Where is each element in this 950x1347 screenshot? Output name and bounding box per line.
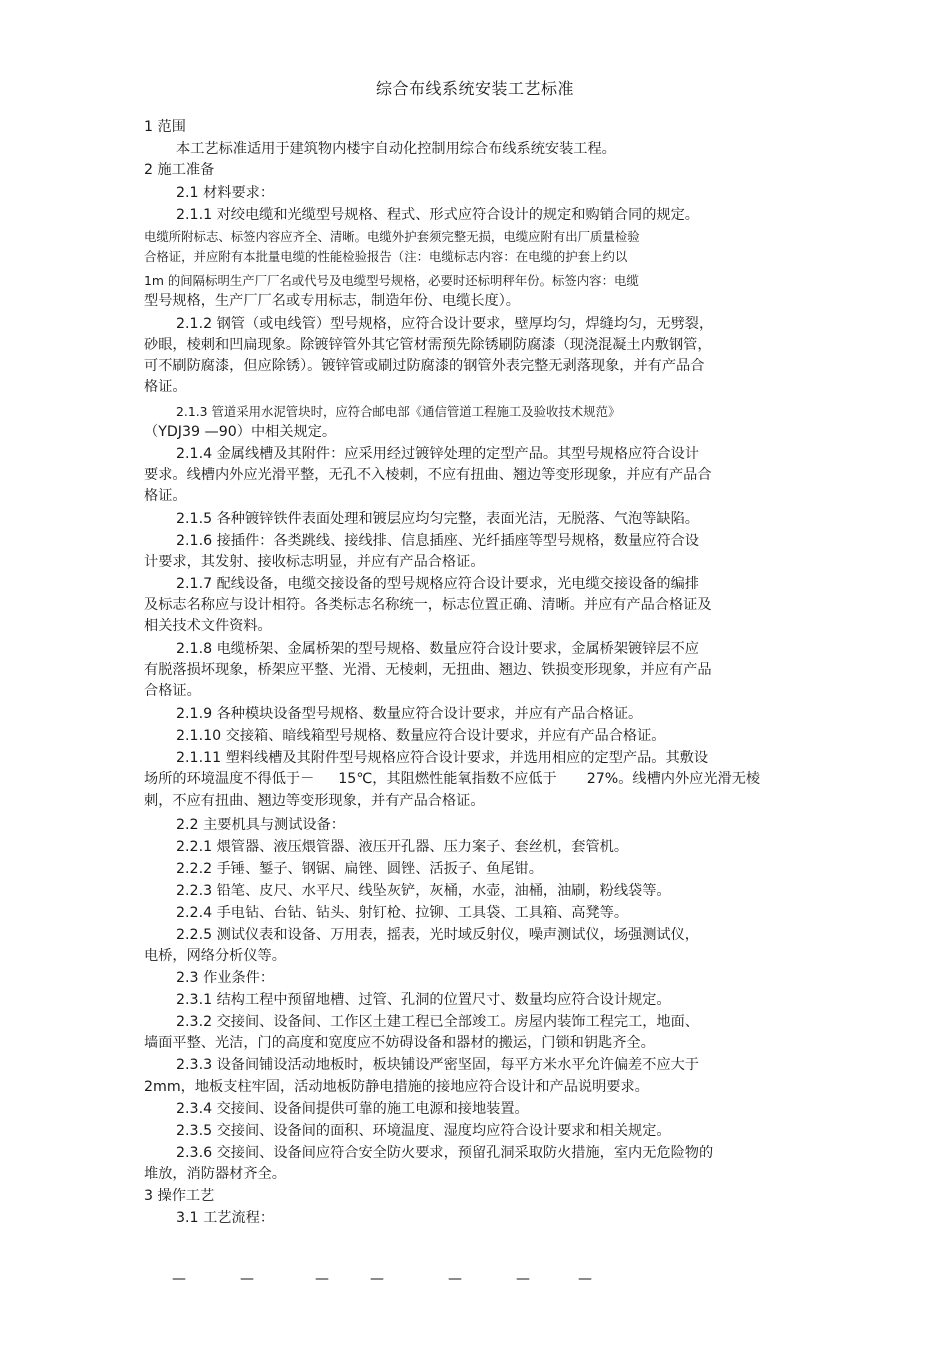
- paragraph-line: 2.1.10 交接箱、暗线箱型号规格、数量应符合设计要求，并应有产品合格证。: [176, 728, 666, 744]
- paragraph-line: 2mm，地板支柱牢固，活动地板防静电措施的接地应符合设计和产品说明要求。: [144, 1079, 649, 1095]
- paragraph-line: [144, 770, 760, 788]
- paragraph-line: 2.1.11 塑料线槽及其附件型号规格应符合设计要求，并选用相应的定型产品。其敷设: [176, 750, 709, 766]
- paragraph-line: 2.3.4 交接间、设备间提供可靠的施工电源和接地装置。: [176, 1101, 529, 1117]
- paragraph-line: 格证。: [144, 379, 187, 395]
- flow-dash: —: [516, 1271, 530, 1287]
- paragraph-line: 合格证。: [144, 683, 201, 699]
- flow-dash: —: [172, 1271, 186, 1287]
- paragraph-line: 2.2.1 煨管器、液压煨管器、液压开孔器、压力案子、套丝机，套管机。: [176, 839, 629, 855]
- section-heading: 1 范围: [144, 119, 186, 135]
- paragraph-line: 2.3.1 结构工程中预留地槽、过管、孔洞的位置尺寸、数量均应符合设计规定。: [176, 992, 671, 1008]
- flow-dash: —: [370, 1271, 384, 1287]
- paragraph-line: 2.1.7 配线设备，电缆交接设备的型号规格应符合设计要求，光电缆交接设备的编排: [176, 576, 699, 592]
- flow-dash: —: [315, 1271, 329, 1287]
- paragraph-line: 及标志名称应与设计相符。各类标志名称统一，标志位置正确、清晰。并应有产品合格证及: [144, 597, 712, 613]
- paragraph-line: 要求。线槽内外应光滑平整，无孔不入棱刺，不应有扭曲、翘边等变形现象，并应有产品合: [144, 467, 712, 483]
- subsection-heading: 2.1 材料要求：: [176, 185, 275, 201]
- paragraph-line: 堆放，消防器材齐全。: [144, 1166, 286, 1182]
- text-fragment: 15℃，其阻燃性能氧指数不应低于: [338, 771, 557, 787]
- paragraph-line: 1m 的间隔标明生产厂厂名或代号及电缆型号规格，必要时还标明秤年份。标签内容：电缆: [144, 273, 639, 288]
- paragraph-line: 2.3.3 设备间铺设活动地板时，板块铺设严密坚固，每平方米水平允许偏差不应大于: [176, 1057, 699, 1073]
- paragraph-line: 2.2.2 手锤、錾子、钢锯、扁锉、圆锉、活扳子、鱼尾钳。: [176, 861, 543, 877]
- paragraph-line: （YDJ39 —90）中相关规定。: [144, 424, 337, 440]
- paragraph-line: 计要求，其发射、接收标志明显，并应有产品合格证。: [144, 554, 485, 570]
- paragraph-line: 电桥，网络分析仪等。: [144, 948, 286, 964]
- paragraph-line: 2.1.9 各种模块设备型号规格、数量应符合设计要求，并应有产品合格证。: [176, 706, 643, 722]
- paragraph-line: 2.1.3 管道采用水泥管块时，应符合邮电部《通信管道工程施工及验收技术规范》: [176, 404, 621, 419]
- paragraph-line: 2.2.5 测试仪表和设备、万用表，摇表，光时域反射仪，噪声测试仪，场强测试仪，: [176, 927, 699, 943]
- paragraph-line: 格证。: [144, 488, 187, 504]
- paragraph-line: 2.1.1 对绞电缆和光缆型号规格、程式、形式应符合设计的规定和购销合同的规定。: [176, 207, 699, 223]
- paragraph-line: 电缆所附标志、标签内容应齐全、清晰。电缆外护套须完整无损，电缆应附有出厂质量检验: [144, 229, 640, 244]
- flow-dash: —: [240, 1271, 254, 1287]
- paragraph-line: 2.1.8 电缆桥架、金属桥架的型号规格、数量应符合设计要求，金属桥架镀锌层不应: [176, 641, 699, 657]
- paragraph-line: 2.1.6 接插件：各类跳线、接线排、信息插座、光纤插座等型号规格，数量应符合设: [176, 533, 699, 549]
- paragraph-line: 2.2.3 铅笔、皮尺、水平尺、线坠灰铲，灰桶，水壶，油桶，油刷，粉线袋等。: [176, 883, 671, 899]
- subsection-heading: 3.1 工艺流程：: [176, 1210, 275, 1226]
- section-heading: 2 施工准备: [144, 162, 215, 178]
- paragraph-line: 相关技术文件资料。: [144, 618, 272, 634]
- document-title: 综合布线系统安装工艺标准: [375, 79, 574, 98]
- paragraph-line: 本工艺标准适用于建筑物内楼宇自动化控制用综合布线系统安装工程。: [176, 141, 616, 157]
- text-fragment: 27%。线槽内外应光滑无棱: [586, 771, 761, 787]
- paragraph-line: 2.1.4 金属线槽及其附件：应采用经过镀锌处理的定型产品。其型号规格应符合设计: [176, 446, 699, 462]
- text-fragment: 场所的环境温度不得低于－: [144, 771, 315, 787]
- paragraph-line: 2.1.2 钢管（或电线管）型号规格，应符合设计要求，壁厚均匀，焊缝均匀，无劈裂，: [176, 316, 714, 332]
- flow-dash: —: [578, 1271, 592, 1287]
- paragraph-line: 刺，不应有扭曲、翘边等变形现象，并有产品合格证。: [144, 793, 485, 809]
- flow-dash: —: [448, 1271, 462, 1287]
- paragraph-line: 2.3.2 交接间、设备间、工作区土建工程已全部竣工。房屋内装饰工程完工，地面、: [176, 1014, 699, 1030]
- paragraph-line: 2.1.5 各种镀锌铁件表面处理和镀层应均匀完整，表面光洁，无脱落、气泡等缺陷。: [176, 511, 699, 527]
- paragraph-line: 2.2.4 手电钻、台钻、钻头、射钉枪、拉铆、工具袋、工具箱、高凳等。: [176, 905, 629, 921]
- subsection-heading: 2.2 主要机具与测试设备：: [176, 817, 345, 833]
- paragraph-line: 2.3.5 交接间、设备间的面积、环境温度、湿度均应符合设计要求和相关规定。: [176, 1123, 671, 1139]
- paragraph-line: 有脱落损坏现象，桥架应平整、光滑、无棱刺，无扭曲、翘边、铁损变形现象，并应有产品: [144, 662, 712, 678]
- paragraph-line: 砂眼，棱刺和凹扁现象。除镀锌管外其它管材需预先除锈刷防腐漆（现浇混凝土内敷钢管，: [144, 337, 712, 353]
- subsection-heading: 2.3 作业条件：: [176, 970, 275, 986]
- paragraph-line: 2.3.6 交接间、设备间应符合安全防火要求，预留孔洞采取防火措施，室内无危险物的: [176, 1145, 714, 1161]
- paragraph-line: 合格证，并应附有本批量电缆的性能检验报告（注：电缆标志内容：在电缆的护套上约以: [144, 249, 628, 264]
- paragraph-line: 型号规格，生产厂厂名或专用标志，制造年份、电缆长度）。: [144, 293, 520, 309]
- paragraph-line: 墙面平整、光洁，门的高度和宽度应不妨碍设备和器材的搬运，门锁和钥匙齐全。: [144, 1035, 655, 1051]
- paragraph-line: 可不刷防腐漆，但应除锈）。镀锌管或刷过防腐漆的钢管外表完整无剥落现象，并有产品合: [144, 358, 705, 374]
- section-heading: 3 操作工艺: [144, 1188, 215, 1204]
